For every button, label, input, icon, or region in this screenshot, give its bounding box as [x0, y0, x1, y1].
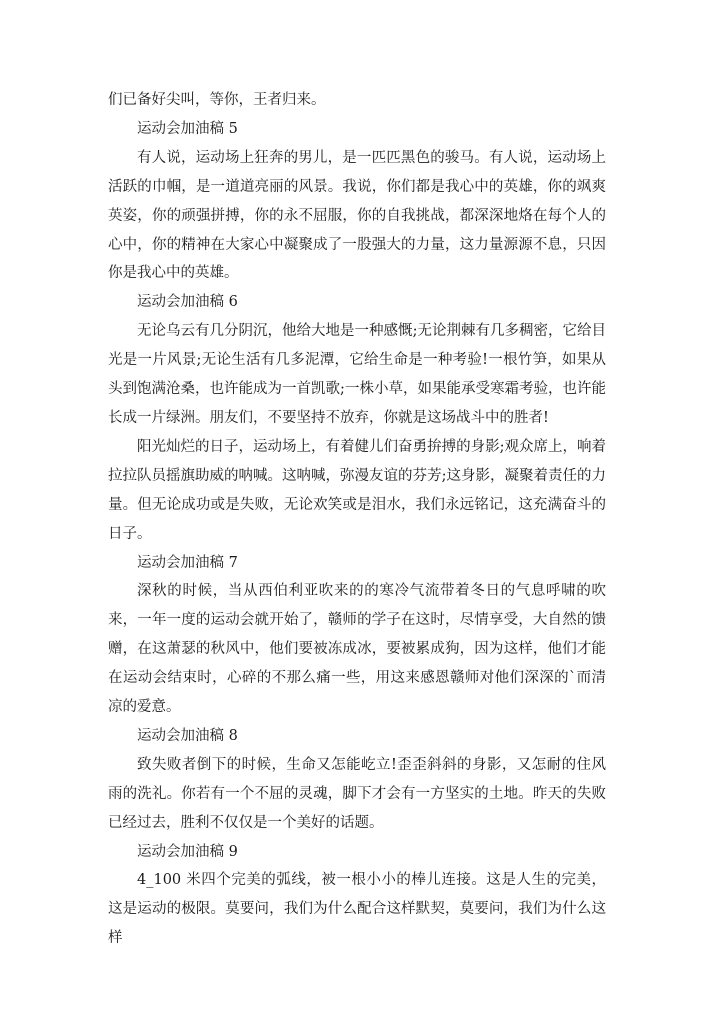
- section-heading-9: 运动会加油稿 9: [137, 843, 238, 860]
- section-heading-6: 运动会加油稿 6: [137, 294, 238, 311]
- paragraph-continuation: 们已备好尖叫，等你，王者归来。: [108, 92, 326, 108]
- section-heading-7: 运动会加油稿 7: [137, 554, 238, 571]
- section-heading-8: 运动会加油稿 8: [137, 727, 238, 744]
- paragraph: 4_100 米四个完美的弧线，被一根小小的棒儿连接。这是人生的完美，这是运动的极限。莫要问，我们为什么配合这样默契，莫要问，我们为什么这样: [108, 872, 606, 947]
- paragraph: 深秋的时候，当从西伯利亚吹来的的寒冷气流带着冬日的气息呼啸的吹来，一年一度的运动会就开始了，赣师的学子在这时，尽情享受，大自然的馈赠，在这萧瑟的秋风中，他们要被冻成冰，要被累成狗，因为这样，他们才能在运动会结束时，心碎的不那么痛一些，用这来感恩赣师对他们深深的`而清凉的爱意。: [108, 583, 606, 716]
- paragraph: 有人说，运动场上狂奔的男儿，是一匹匹黑色的骏马。有人说，运动场上活跃的巾帼，是一道道亮丽的风景。我说，你们都是我心中的英雄，你的飒爽英姿，你的顽强拼搏，你的永不屈服，你的自我挑战，都深深地烙在每个人的心中，你的精神在大家心中凝聚成了一股强大的力量，这力量源源不息，只因你是我心中的英雄。: [108, 149, 606, 282]
- paragraph: 致失败者倒下的时候，生命又怎能屹立!歪歪斜斜的身影，又怎耐的住风雨的洗礼。你若有一个不屈的灵魂，脚下才会有一方坚实的土地。昨天的失败已经过去，胜利不仅仅是一个美好的话题。: [108, 756, 606, 831]
- paragraph: 无论乌云有几分阴沉，他给大地是一种感慨;无论荆棘有几多稠密，它给目光是一片风景;无论生活有几多泥潭，它给生命是一种考验!一根竹笋，如果从头到饱满沧桑，也许能成为一首凯歌;一株小草，如果能承受寒霜考验，也许能长成一片绿洲。朋友们，不要坚持不放弃，你就是这场战斗中的胜者!: [108, 323, 606, 426]
- document-body: [108, 86, 606, 953]
- section-heading-5: 运动会加油稿 5: [137, 120, 238, 137]
- paragraph: 阳光灿烂的日子，运动场上，有着健儿们奋勇拚搏的身影;观众席上，响着拉拉队员摇旗助威的呐喊。这呐喊，弥漫友谊的芬芳;这身影，凝聚着责任的力量。但无论成功或是失败，无论欢笑或是泪水，我们永远铭记，这充满奋斗的日子。: [108, 438, 606, 542]
